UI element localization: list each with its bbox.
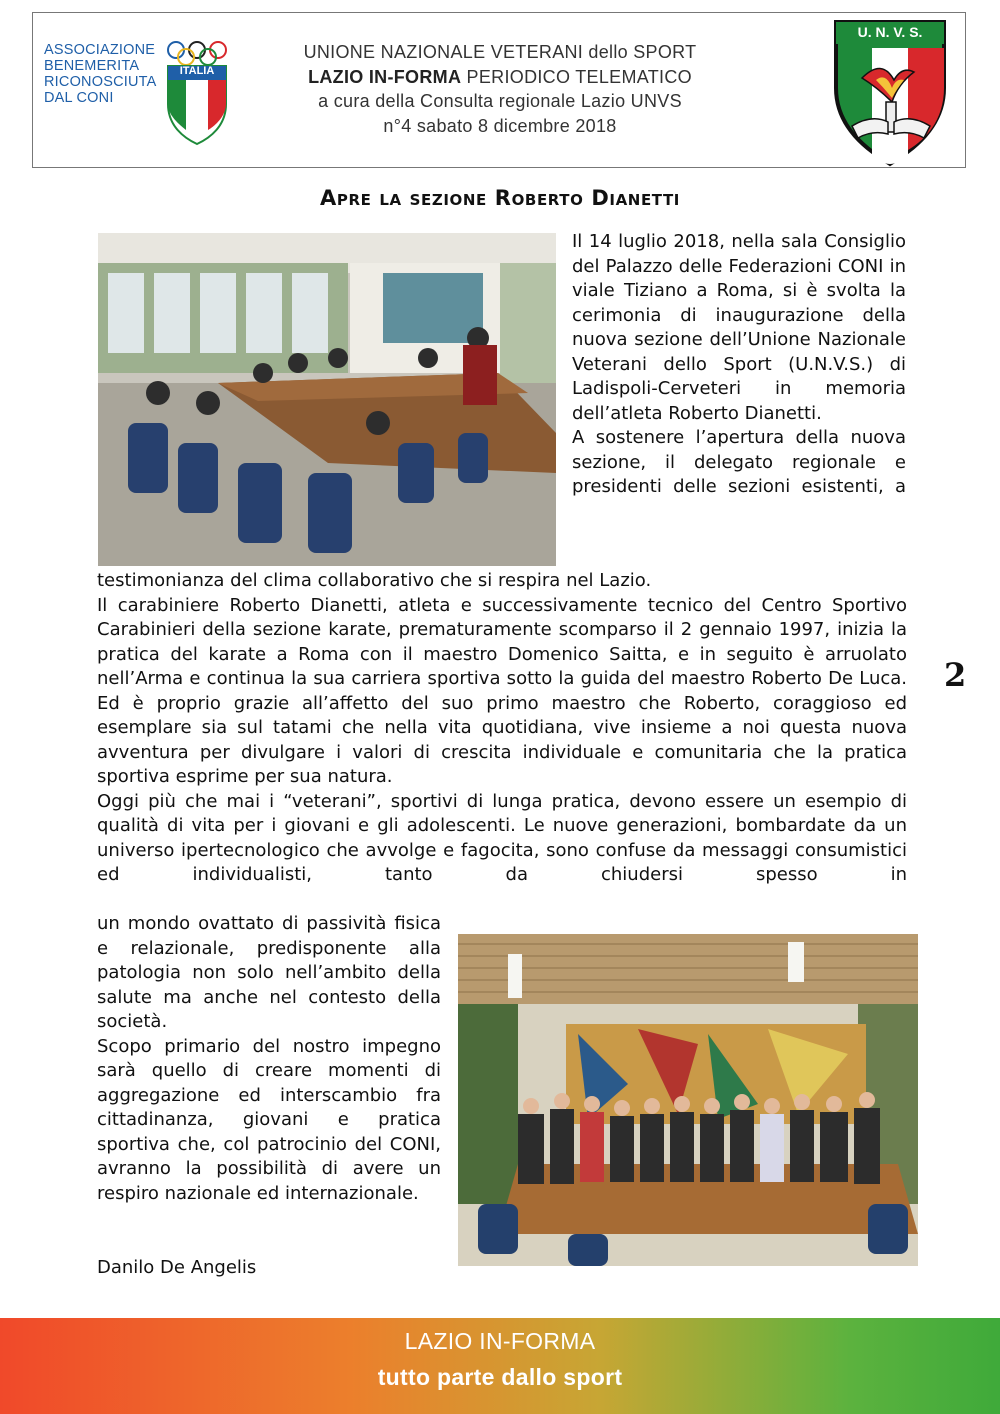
olympic-rings-icon	[166, 40, 228, 66]
assoc-line-4: DAL CONI	[44, 90, 114, 106]
article-closing-column	[97, 912, 441, 1206]
article-paragraph: Il 14 luglio 2018, nella sala Consiglio del Palazzo delle Federazioni CONI in viale Tiziano a Roma, si è svolta la cerimonia di inaugurazione della nuova sezione dell’Unione Nazionale Veterani dello Sport (U.N.V.S.) di Ladispoli-Cerveteri in memoria dell’atleta Roberto Dianetti.	[572, 231, 906, 424]
periodical-name: LAZIO IN-FORMA	[308, 66, 462, 87]
article-paragraph: A sostenere l’apertura della nuova sezione, il delegato regionale e presidenti delle sezioni esistenti, a	[572, 427, 906, 497]
article-title: Apre la sezione Roberto Dianetti	[320, 186, 680, 210]
assoc-line-3: RICONOSCIUTA	[44, 74, 157, 90]
article-body-full	[97, 569, 907, 888]
assoc-line-2: BENEMERITA	[44, 58, 140, 74]
article-paragraph: testimonianza del clima collaborativo che si respira nel Lazio.	[97, 570, 652, 591]
article-intro-column	[572, 230, 906, 500]
header-line-1: UNIONE NAZIONALE VETERANI dello SPORT	[303, 42, 697, 62]
periodical-type: PERIODICO TELEMATICO	[461, 66, 692, 87]
italia-label: ITALIA	[179, 65, 215, 77]
meeting-photo	[98, 233, 556, 566]
assoc-line-1: ASSOCIAZIONE	[44, 42, 156, 58]
article-author: Danilo De Angelis	[97, 1257, 257, 1278]
unvs-label: U. N. V. S.	[857, 24, 923, 40]
header-line-4: n°4 sabato 8 dicembre 2018	[383, 115, 617, 136]
coni-association-text	[44, 42, 157, 106]
header-line-2	[260, 65, 740, 90]
article-paragraph: Oggi più che mai i “veterani”, sportivi di lunga pratica, devono essere un esempio di qualità di vita per i giovani e gli adolescenti. Le nuove generazioni, bombardate da un universo ipertecnologico che avvolge e fagocita, sono confuse da messaggi consumistici ed individualisti, tanto da chiudersi spesso in	[97, 790, 907, 885]
header-center	[260, 40, 740, 138]
article-paragraph: Scopo primario del nostro impegno sarà quello di creare momenti di aggregazione ed interscambio fra cittadinanza, giovani e pratica sportiva che, col patrocinio del CONI, avranno la possibilità di avere un respiro nazionale ed internazionale.	[97, 1035, 441, 1204]
group-photo	[458, 934, 918, 1266]
header-line-3: a cura della Consulta regionale Lazio UNVS	[318, 91, 682, 111]
page-number: 2	[944, 656, 967, 694]
footer-title: LAZIO IN-FORMA	[404, 1328, 596, 1354]
article-paragraph: un mondo ovattato di passività fisica e relazionale, predisponente alla patologia non solo nell’ambito della salute ma anche nel contesto della società.	[97, 913, 441, 1032]
footer-tagline: tutto parte dallo sport	[377, 1364, 623, 1390]
article-paragraph: Il carabiniere Roberto Dianetti, atleta e successivamente tecnico del Centro Sportivo Carabinieri della sezione karate, prematuramente scomparso il 2 gennaio 1997, inizia la pratica del karate a Roma con il maestro Domenico Saitta, e in seguito è arruolato nell’Arma e continua la sua carriera sportiva sotto la guida del maestro Roberto De Luca. Ed è proprio grazie all’affetto del suo primo maestro che Roberto, coraggioso ed esemplare sia sul tatami che nella vita quotidiana, vive insieme a noi questa nuova avventura per divulgare i valori di crescita individuale e comunitaria che la pratica sportiva esprime per sua natura.	[97, 594, 907, 787]
